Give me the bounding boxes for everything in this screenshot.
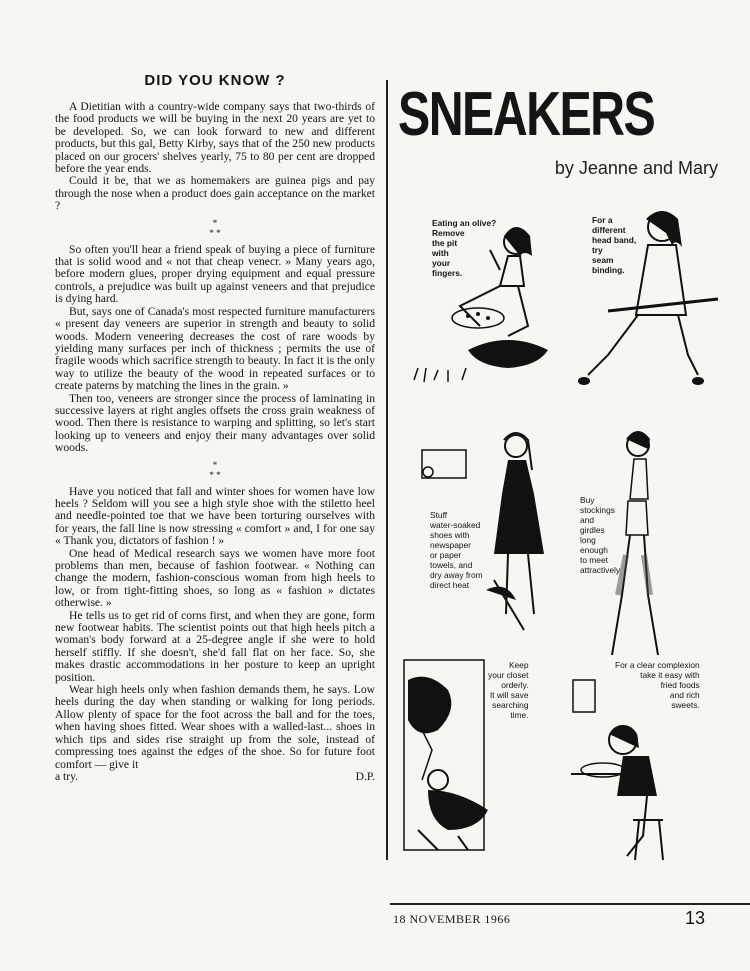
tip-panel-stockings: [568, 425, 718, 665]
article-paragraph: But, says one of Canada's most respected furniture manufacturers « present day veneers are superior in strength and beauty to solid woods. Modern veneering decreases the cost of rare woods by yielding many surfaces per inch of thickness ; permits the use of fragile woods which sacrifice strength to beauty. In fact it is the only way to utilize the beauty of the wood in repeated surfaces or to create paterns by matching the lines in the grain. »: [55, 304, 375, 393]
article-paragraph: A Dietitian with a country-wide company says that two-thirds of the food products we will be buying in the next 20 years are yet to be developed. So, we can look forward to new and different products, but this gal, Betty Kirby, says that of the 250 new products placed on our grocers' shelves yearly, 75 to 80 per cent are dropped before the year ends.: [55, 100, 375, 176]
tip-caption: Buy stockings and girdles long enough to meet attractively: [580, 495, 621, 575]
tip-caption: Stuff water-soaked shoes with newspaper or paper towels, and dry away from direct heat: [430, 510, 483, 590]
article-paragraph: Could it be, that we as homemakers are guinea pigs and pay through the nose when a product does gain acceptance on the market ?: [55, 174, 375, 213]
tip-caption: Keep your closet orderly. It will save searching time.: [488, 660, 529, 720]
tip-caption: For a different head band, try seam binding.: [592, 215, 637, 275]
tip-caption: For a clear complexion take it easy with fried foods and rich sweets.: [615, 660, 700, 710]
article-paragraph: Have you noticed that fall and winter shoes for women have low heels ? Seldom will you see a high style shoe with the stiletto heel and needle-pointed toe that we have been torturing ourselves with for years, the fall line is now stressing « comfort » and, I for one say « Thank you, dictators of fashion ! »: [55, 484, 375, 548]
tip-panel-closet: [398, 650, 558, 860]
tip-caption: Eating an olive? Remove the pit with your fingers.: [432, 218, 497, 278]
tip-panel-head-band: [568, 205, 718, 415]
section-separator: * * *: [209, 217, 221, 238]
issue-date: 18 NOVEMBER 1966: [393, 912, 511, 926]
article-heading: DID YOU KNOW ?: [144, 72, 286, 89]
author-signature: D.P.: [355, 769, 375, 783]
closing-text: a try.: [55, 769, 79, 783]
page-number: 13: [685, 908, 706, 928]
tip-panel-wet-shoes: [398, 430, 558, 650]
article-closing-line: [55, 771, 375, 783]
girl-eating-olive-illustration: [398, 210, 558, 410]
article-paragraph: Wear high heels only when fashion demands them, he says. Low heels during the day when standing or walking for long periods. Allow plenty of space for the foot across the ball and for the toes, when having shoes fitted. Wear shoes with a walled-last... shoes in which tips and sides rise straight up from the sole, instead of compressing toes against the edges of the shoe. So for future foot comfort — give it: [55, 683, 375, 771]
footer-rule: [390, 903, 750, 905]
girl-eating-fried-foods-illustration: [563, 650, 718, 870]
girl-in-stockings-illustration: [568, 425, 718, 665]
feature-byline: by Jeanne and Mary: [554, 158, 718, 178]
girl-drying-shoes-illustration: [398, 430, 558, 650]
feature-title: SNEAKERS: [398, 80, 655, 149]
article-paragraph: Then too, veneers are stronger since the process of laminating in successive layers at right angles offsets the cross grain weakness of wood. Then there is resistance to warping and splitting, so let's start looking up to veneers and enjoy their many advantages over solid woods.: [55, 391, 375, 455]
tip-panel-olive: [398, 210, 558, 410]
article-paragraph: He tells us to get rid of corns first, and when they are gone, form new footwear habits. The scientist points out that high heels pitch a woman's body forward at a 25-degree angle if she were to hold herself stiffly. If she doesn't, she'd fall flat on her face. So, she makes drastic accommodations in her posture to keep an upright position.: [55, 608, 375, 684]
column-divider: [386, 80, 388, 860]
article-did-you-know: [55, 72, 375, 783]
article-paragraph: One head of Medical research says we women have more foot problems than men, because of fashion footwear. « Nothing can change the modern, fashion-conscious woman from high heels to low, or from tight-fitting shoes, so long as « fashion » dictates otherwise. »: [55, 546, 375, 610]
girl-with-head-band-illustration: [568, 205, 718, 415]
tip-panel-complexion: [563, 650, 718, 870]
section-separator: * * *: [209, 459, 221, 480]
messy-closet-illustration: [398, 650, 558, 860]
article-paragraph: So often you'll hear a friend speak of buying a piece of furniture that is solid wood and « not that cheap venecr. » Many years ago, before modern glues, proper drying equipment and equal pressure controls, a prejudice was built up against veneers and that prejudice is dying hard.: [55, 242, 375, 306]
sneakers-feature: [398, 80, 718, 870]
